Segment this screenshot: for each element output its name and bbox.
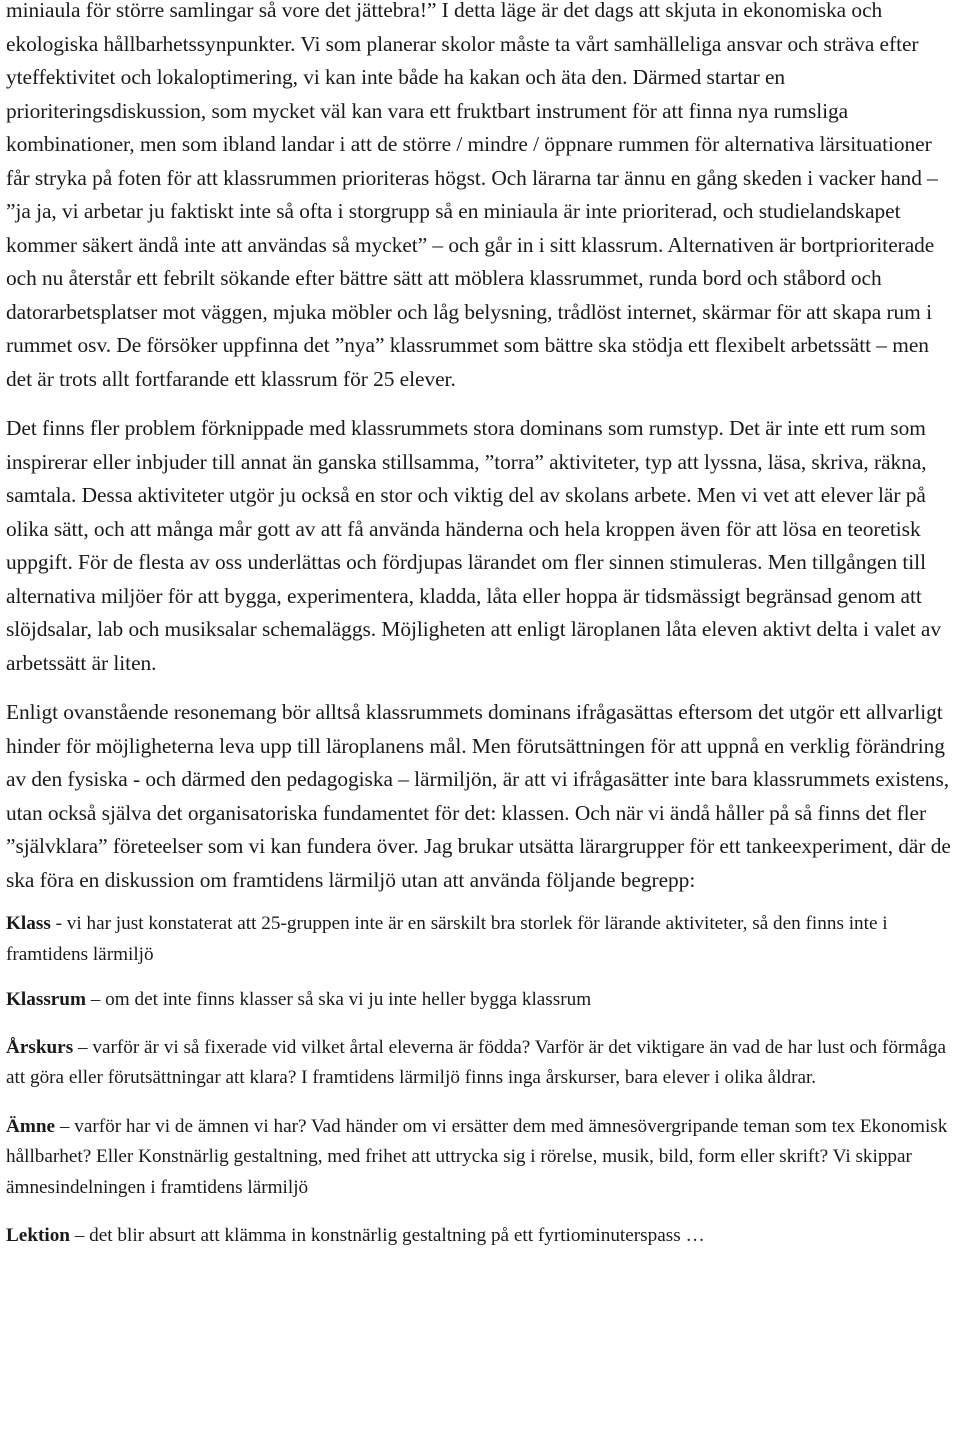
term-klass [6, 909, 956, 970]
term-amne [6, 1112, 956, 1204]
term-definition: – varför är vi så fixerade vid vilket årtal eleverna är födda? Varför är det viktigare än vad de har lust och förmåga att göra eller förutsättningar att klara? I framtidens lärmiljö finns inga årskurser, bara elever i olika åldrar. [6, 1036, 946, 1088]
term-klassrum [6, 985, 956, 1016]
document-page [6, 0, 956, 1252]
term-definition: – varför har vi de ämnen vi har? Vad händer om vi ersätter dem med ämnesövergripande teman som tex Ekonomisk hållbarhet? Eller Konstnärlig gestaltning, med frihet att uttrycka sig i rörelse, musik, bild, form eller skrift? Vi skippar ämnesindelningen i framtidens lärmiljö [6, 1115, 948, 1198]
term-label: Årskurs [6, 1036, 74, 1058]
term-label: Lektion [6, 1225, 70, 1246]
term-label: Ämne [6, 1115, 56, 1137]
term-label: Klassrum [6, 989, 86, 1010]
body-paragraph-1: miniaula för större samlingar så vore det jättebra!” I detta läge är det dags att skjuta in ekonomiska och ekologiska hållbarhetssynpunkter. Vi som planerar skolor måste ta vårt samhälleliga ansvar och sträva efter yteffektivitet och lokaloptimering, vi kan inte både ha kakan och äta den. Därmed startar en prioriteringsdiskussion, som mycket väl kan vara ett fruktbart instrument för att finna nya rumsliga kombinationer, men som ibland landar i att de större / mindre / öppnare rummen för alternativa lärsituationer får stryka på foten för att klassrummen prioriteras högst. Och lärarna tar ännu en gång skeden i vacker hand – ”ja ja, vi arbetar ju faktiskt inte så ofta i storgrupp så en miniaula är inte prioriterad, och studielandskapet kommer säkert ändå inte att användas så mycket” – och går in i sitt klassrum. Alternativen är bortprioriterade och nu återstår ett febrilt sökande efter bättre sätt att möblera klassrummet, runda bord och ståbord och datorarbetsplatser mot väggen, mjuka möbler och låg belysning, trådlöst internet, skärmar för att skapa rum i rummet osv. De försöker uppfinna det ”nya” klassrummet som bättre ska stödja ett flexibelt arbetssätt – men det är trots allt fortfarande ett klassrum för 25 elever. [6, 0, 938, 391]
term-lektion [6, 1221, 956, 1252]
term-definition: – om det inte finns klasser så ska vi ju inte heller bygga klassrum [85, 989, 592, 1010]
term-label: Klass [6, 913, 51, 934]
term-arskurs [6, 1033, 956, 1094]
body-paragraph-3: Enligt ovanstående resonemang bör alltså klassrummets dominans ifrågasättas eftersom det utgör ett allvarligt hinder för möjligheterna leva upp till läroplanens mål. Men förutsättningen för att uppnå en verklig förändring av den fysiska - och därmed den pedagogiska – lärmiljön, är att vi ifrågasätter inte bara klassrummets existens, utan också själva det organisatoriska fundamentet för det: klassen. Och när vi ändå håller på så finns det fler ”självklara” företeelser som vi kan fundera över. Jag brukar utsätta lärargrupper för ett tankeexperiment, där de ska föra en diskussion om framtidens lärmiljö utan att använda följande begrepp: [6, 700, 951, 892]
term-definition: – det blir absurt att klämma in konstnärlig gestaltning på ett fyrtiominuterspass … [69, 1225, 705, 1246]
body-paragraph-2: Det finns fler problem förknippade med klassrummets stora dominans som rumstyp. Det är inte ett rum som inspirerar eller inbjuder till annat än ganska stillsamma, ”torra” aktiviteter, typ att lyssna, läsa, skriva, räkna, samtala. Dessa aktiviteter utgör ju också en stor och viktig del av skolans arbete. Men vi vet att elever lär på olika sätt, och att många mår gott av att få använda händerna och hela kroppen även för att lösa en teoretisk uppgift. För de flesta av oss underlättas och fördjupas lärandet om fler sinnen stimuleras. Men tillgången till alternativa miljöer för att bygga, experimentera, kladda, låta eller hoppa är tidsmässigt begränsad genom att slöjdsalar, lab och musiksalar schemaläggs. Möjligheten att enligt läroplanen låta eleven aktivt delta i valet av arbetssätt är liten. [6, 416, 941, 675]
term-definition: - vi har just konstaterat att 25-gruppen inte är en särskilt bra storlek för lärande aktiviteter, så den finns inte i framtidens lärmiljö [6, 913, 888, 965]
